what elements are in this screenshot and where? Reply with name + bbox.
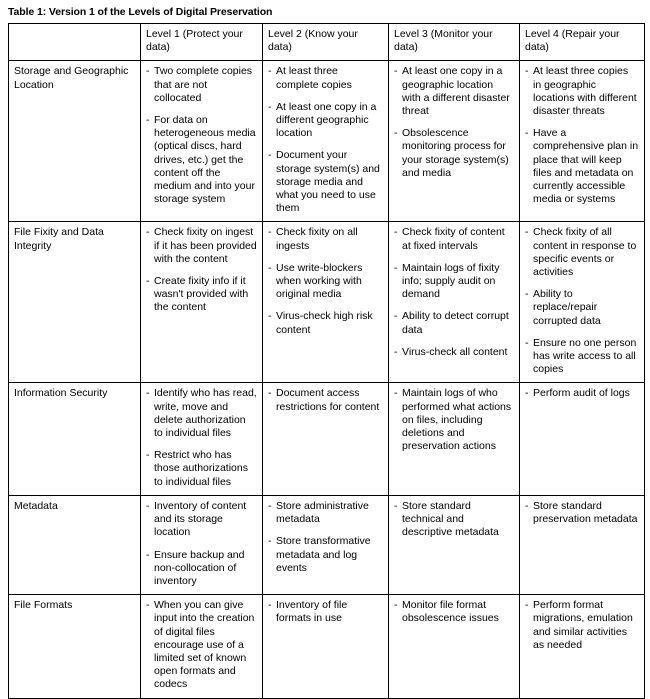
table-row: [9, 222, 645, 383]
row-label-information-security: Information Security: [9, 383, 141, 495]
table-body: [9, 61, 645, 698]
list-item: - Inventory of content and its storage location: [146, 500, 257, 540]
list-item: - At least one copy in a geographic location with a different disaster threat: [394, 65, 514, 118]
list-item: - Monitor file format obsolescence issues: [394, 599, 514, 625]
list-item: - Inventory of file formats in use: [268, 599, 383, 625]
table-row: [9, 383, 645, 495]
cell-formats-level-3: [389, 595, 520, 698]
cell-metadata-level-3: [389, 495, 520, 594]
list-item: - Store standard preservation metadata: [525, 500, 639, 526]
list-item: - Perform format migrations, emulation and similar activities as needed: [525, 599, 639, 652]
table-row: [9, 495, 645, 594]
list-item: - At least one copy in a different geographic location: [268, 101, 383, 141]
cell-formats-level-1: [141, 595, 263, 698]
list-item: - Identify who has read, write, move and delete authorization to individual files: [146, 387, 257, 440]
cell-storage-level-3: [389, 61, 520, 222]
list-item: - Virus-check all content: [394, 346, 514, 359]
cell-fixity-level-1: [141, 222, 263, 383]
list-item: - Restrict who has those authorizations to individual files: [146, 449, 257, 489]
cell-storage-level-2: [263, 61, 389, 222]
list-item: - Check fixity of content at fixed intervals: [394, 226, 514, 252]
table-row: [9, 595, 645, 698]
levels-of-digital-preservation-table: [8, 23, 645, 699]
cell-storage-level-1: [141, 61, 263, 222]
list-item: - Document access restrictions for content: [268, 387, 383, 413]
cell-security-level-2: [263, 383, 389, 495]
list-item: - Check fixity of all content in response to specific events or activities: [525, 226, 639, 279]
list-item: - Store administrative metadata: [268, 500, 383, 526]
list-item: - For data on heterogeneous media (optical discs, hard drives, etc.) get the content off the medium and into your storage system: [146, 114, 257, 206]
row-label-file-fixity-and-data-integrity: File Fixity and Data Integrity: [9, 222, 141, 383]
cell-security-level-1: [141, 383, 263, 495]
row-label-metadata: Metadata: [9, 495, 141, 594]
cell-storage-level-4: [520, 61, 645, 222]
list-item: - Store transformative metadata and log events: [268, 535, 383, 575]
list-item: - Have a comprehensive plan in place that will keep files and metadata on currently accessible media or systems: [525, 127, 639, 206]
list-item: - Ability to detect corrupt data: [394, 310, 514, 336]
list-item: - Use write-blockers when working with original media: [268, 262, 383, 302]
list-item: - At least three complete copies: [268, 65, 383, 91]
list-item: - Ability to replace/repair corrupted data: [525, 288, 639, 328]
list-item: - When you can give input into the creation of digital files encourage use of a limited set of known open formats and codecs: [146, 599, 257, 691]
table-header: [9, 24, 645, 61]
cell-fixity-level-3: [389, 222, 520, 383]
cell-metadata-level-1: [141, 495, 263, 594]
cell-security-level-3: [389, 383, 520, 495]
column-header-level-1: Level 1 (Protect your data): [141, 24, 263, 61]
list-item: - At least three copies in geographic locations with different disaster threats: [525, 65, 639, 118]
list-item: - Create fixity info if it wasn't provided with the content: [146, 275, 257, 315]
list-item: - Ensure backup and non-collocation of inventory: [146, 549, 257, 589]
table-caption: Table 1: Version 1 of the Levels of Digital Preservation: [8, 6, 273, 18]
column-header-level-2: Level 2 (Know your data): [263, 24, 389, 61]
list-item: - Perform audit of logs: [525, 387, 639, 400]
column-header-category: [9, 24, 141, 61]
cell-formats-level-4: [520, 595, 645, 698]
list-item: - Check fixity on ingest if it has been provided with the content: [146, 226, 257, 266]
list-item: - Ensure no one person has write access to all copies: [525, 337, 639, 377]
list-item: - Virus-check high risk content: [268, 310, 383, 336]
cell-formats-level-2: [263, 595, 389, 698]
list-item: - Document your storage system(s) and storage media and what you need to use them: [268, 149, 383, 215]
cell-fixity-level-4: [520, 222, 645, 383]
table-header-row: [9, 24, 645, 61]
list-item: - Store standard technical and descriptive metadata: [394, 500, 514, 540]
column-header-level-3: Level 3 (Monitor your data): [389, 24, 520, 61]
cell-metadata-level-2: [263, 495, 389, 594]
list-item: - Obsolescence monitoring process for your storage system(s) and media: [394, 127, 514, 180]
row-label-file-formats: File Formats: [9, 595, 141, 698]
list-item: - Maintain logs of who performed what actions on files, including deletions and preservation actions: [394, 387, 514, 453]
list-item: - Maintain logs of fixity info; supply audit on demand: [394, 262, 514, 302]
cell-metadata-level-4: [520, 495, 645, 594]
list-item: - Check fixity on all ingests: [268, 226, 383, 252]
row-label-storage-and-geographic-location: Storage and Geographic Location: [9, 61, 141, 222]
column-header-level-4: Level 4 (Repair your data): [520, 24, 645, 61]
cell-fixity-level-2: [263, 222, 389, 383]
table-row: [9, 61, 645, 222]
list-item: - Two complete copies that are not collocated: [146, 65, 257, 105]
cell-security-level-4: [520, 383, 645, 495]
